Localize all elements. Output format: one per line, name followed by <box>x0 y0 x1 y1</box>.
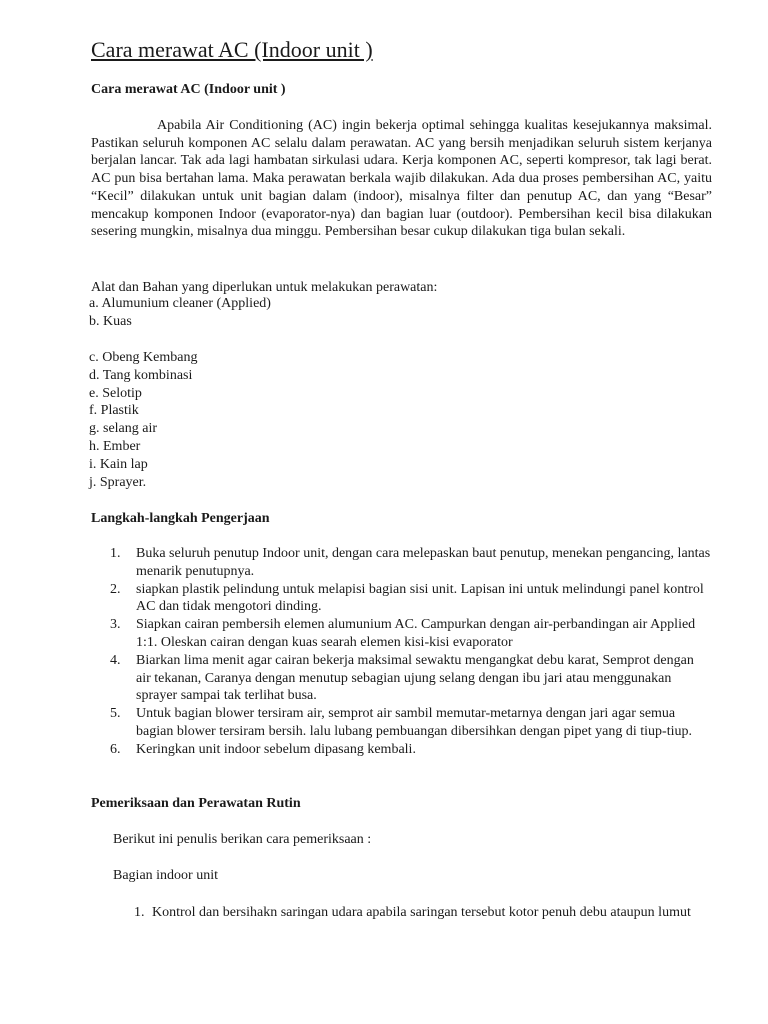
list-item: j. Sprayer. <box>89 474 147 490</box>
step-number: 4. <box>110 652 121 668</box>
intro-paragraph: Apabila Air Conditioning (AC) ingin bekerja optimal sehingga kualitas kesejukannya maksimal. Pastikan seluruh komponen AC selalu dalam perawatan. AC yang bersih menjadikan seluruh sistem kerjanya berjalan lancar. Tak ada lagi hambatan sirkulasi udara. Kerja komponen AC, seperti kompresor, tak lagi berat. AC pun bisa bertahan lama. Maka perawatan berkala wajib dilakukan. Ada dua proses pembersihan AC, yaitu “Kecil” dilakukan untuk unit bagian dalam (indoor), misalnya filter dan penutup AC, dan yang “Besar” mencakup komponen Indoor (evaporator-nya) dan bagian luar (outdoor). Pembersihan kecil bisa dilakukan sesering mungkin, misalnya dua minggu. Pembersihan besar cukup dilakukan tiga bulan sekali. <box>91 118 712 240</box>
list-item <box>110 741 712 759</box>
list-item <box>110 616 712 652</box>
list-item: h. Ember <box>89 438 141 454</box>
list-item: a. Alumunium cleaner (Applied) <box>89 296 271 311</box>
section-heading-intro: Cara merawat AC (Indoor unit ) <box>91 82 286 97</box>
step-number: 1. <box>110 546 121 561</box>
tools-list-a <box>89 295 271 331</box>
check-intro: Berikut ini penulis berikan cara pemeriksaan : <box>113 832 372 847</box>
check-text: Kontrol dan bersihakn saringan udara apabila saringan tersebut kotor penuh debu ataupun lumut <box>152 905 691 920</box>
list-item: f. Plastik <box>89 403 139 419</box>
step-number: 3. <box>110 617 121 633</box>
list-item: b. Kuas <box>89 313 132 329</box>
steps-list <box>110 545 712 759</box>
step-number: 6. <box>110 741 121 757</box>
list-item: g. selang air <box>89 421 158 437</box>
list-item: i. Kain lap <box>89 456 148 472</box>
list-item <box>110 705 712 741</box>
list-item: d. Tang kombinasi <box>89 367 193 383</box>
tools-intro: Alat dan Bahan yang diperlukan untuk melakukan perawatan: <box>91 280 438 295</box>
list-item <box>110 545 712 581</box>
check-subheading: Bagian indoor unit <box>113 868 218 883</box>
list-item: e. Selotip <box>89 385 142 401</box>
check-list <box>134 904 712 922</box>
list-item <box>110 652 712 705</box>
list-item <box>110 581 712 617</box>
step-number: 2. <box>110 581 121 597</box>
step-text: Keringkan unit indoor sebelum dipasang kembali. <box>136 741 416 757</box>
step-text: Biarkan lima menit agar cairan bekerja maksimal sewaktu mengangkat debu karat, Semprot dengan air tekanan, Caranya dengan menutup sebagian ujung selang dengan ibu jari atau menggunakan sprayer sampai tak terlihat busa. <box>136 652 694 704</box>
list-item: c. Obeng Kembang <box>89 350 198 365</box>
list-item <box>134 904 712 922</box>
step-text: Siapkan cairan pembersih elemen alumunium AC. Campurkan dengan air-perbandingan air Applied 1:1. Oleskan cairan dengan kuas searah elemen kisi-kisi evaporator <box>136 617 696 650</box>
section-heading-check: Pemeriksaan dan Perawatan Rutin <box>91 796 301 811</box>
section-heading-steps: Langkah-langkah Pengerjaan <box>91 511 270 526</box>
step-number: 5. <box>110 706 121 722</box>
document-title: Cara merawat AC (Indoor unit ) <box>91 37 373 62</box>
check-number: 1. <box>134 905 145 920</box>
tools-list-b <box>89 349 197 491</box>
step-text: Buka seluruh penutup Indoor unit, dengan cara melepaskan baut penutup, menekan pengancing, lantas menarik penutupnya. <box>136 546 711 579</box>
step-text: Untuk bagian blower tersiram air, semprot air sambil memutar-metarnya dengan jari agar semua bagian blower tersiram bersih. lalu lubang pembuangan dibersihkan dengan pipet yang di tiup-tiup. <box>136 706 692 739</box>
step-text: siapkan plastik pelindung untuk melapisi bagian sisi unit. Lapisan ini untuk melindungi panel kontrol AC dan tidak mengotori dinding. <box>136 581 704 615</box>
